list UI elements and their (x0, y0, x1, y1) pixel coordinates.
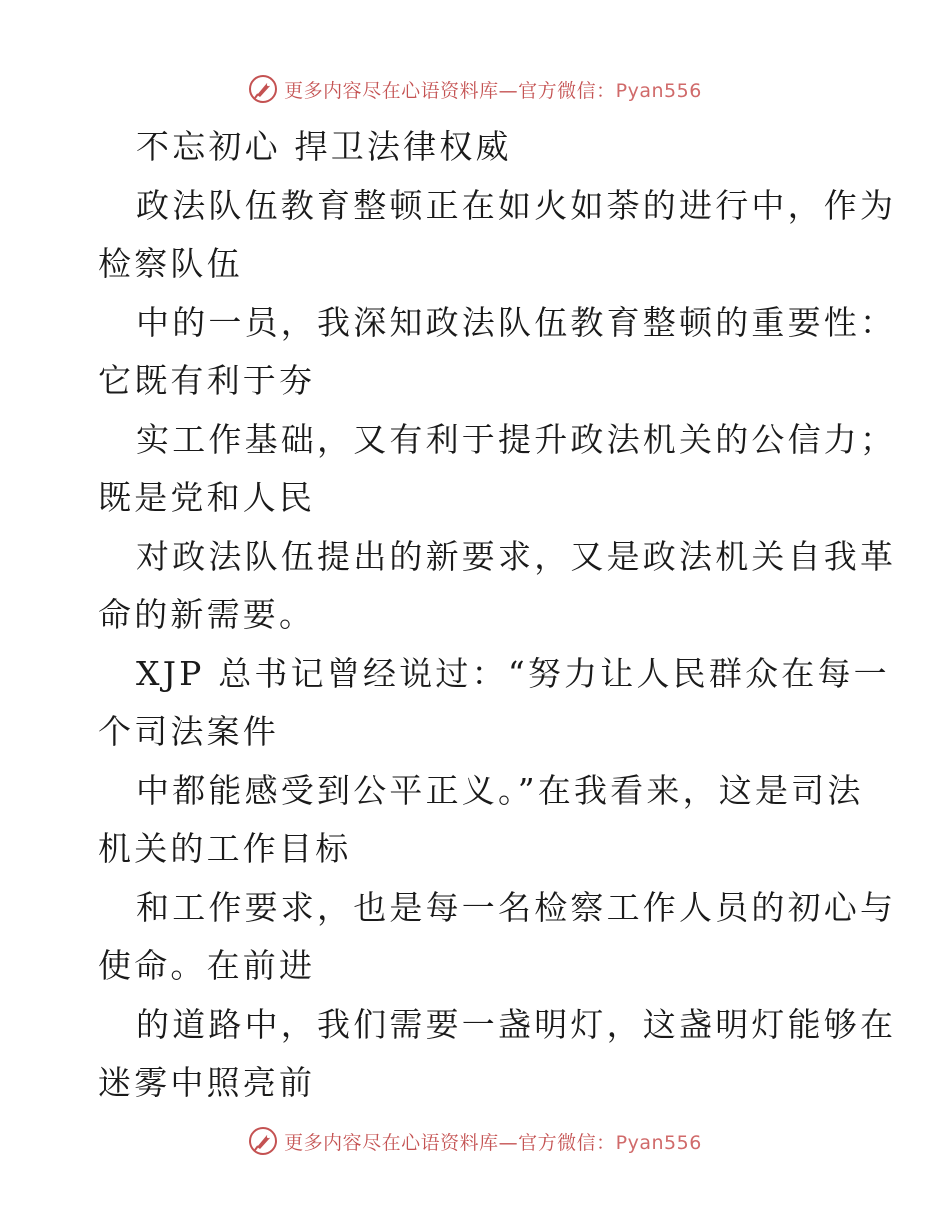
paragraph-line: 迷雾中照亮前 (98, 1063, 316, 1102)
paragraph-line: 政法队伍教育整顿正在如火如荼的进行中，作为 (136, 185, 897, 225)
footer-watermark (0, 1124, 950, 1158)
paragraph-line: 既是党和人民 (98, 478, 316, 517)
paragraph-line: 的道路中，我们需要一盏明灯，这盏明灯能够在 (136, 1004, 897, 1044)
header-watermark (0, 72, 950, 106)
paragraph-line: 机关的工作目标 (98, 829, 352, 868)
paragraph-line: 检察队伍 (98, 244, 243, 283)
watermark-text: 更多内容尽在心语资料库—官方微信：Pyan556 (284, 79, 702, 102)
paragraph-line: 个司法案件 (98, 712, 279, 751)
watermark-text: 更多内容尽在心语资料库—官方微信：Pyan556 (284, 1131, 702, 1154)
paragraph-line: XJP 总书记曾经说过：“努力让人民群众在每一 (136, 653, 890, 693)
paragraph-line: 实工作基础，又有利于提升政法机关的公信力； (136, 419, 897, 459)
paragraph-line: 命的新需要。 (98, 595, 316, 634)
document-body (98, 118, 897, 1113)
paragraph-line: 使命。在前进 (98, 946, 316, 985)
pen-nib-logo-icon (248, 1126, 278, 1156)
paragraph-line: 中都能感受到公平正义。”在我看来，这是司法 (136, 770, 864, 810)
document-title: 不忘初心 捍卫法律权威 (136, 127, 512, 166)
paragraph-line: 中的一员，我深知政法队伍教育整顿的重要性： (136, 302, 897, 342)
pen-nib-logo-icon (248, 74, 278, 104)
paragraph-line: 对政法队伍提出的新要求，又是政法机关自我革 (136, 536, 897, 576)
paragraph-line: 和工作要求，也是每一名检察工作人员的初心与 (136, 887, 897, 927)
paragraph-line: 它既有利于夯 (98, 361, 316, 400)
